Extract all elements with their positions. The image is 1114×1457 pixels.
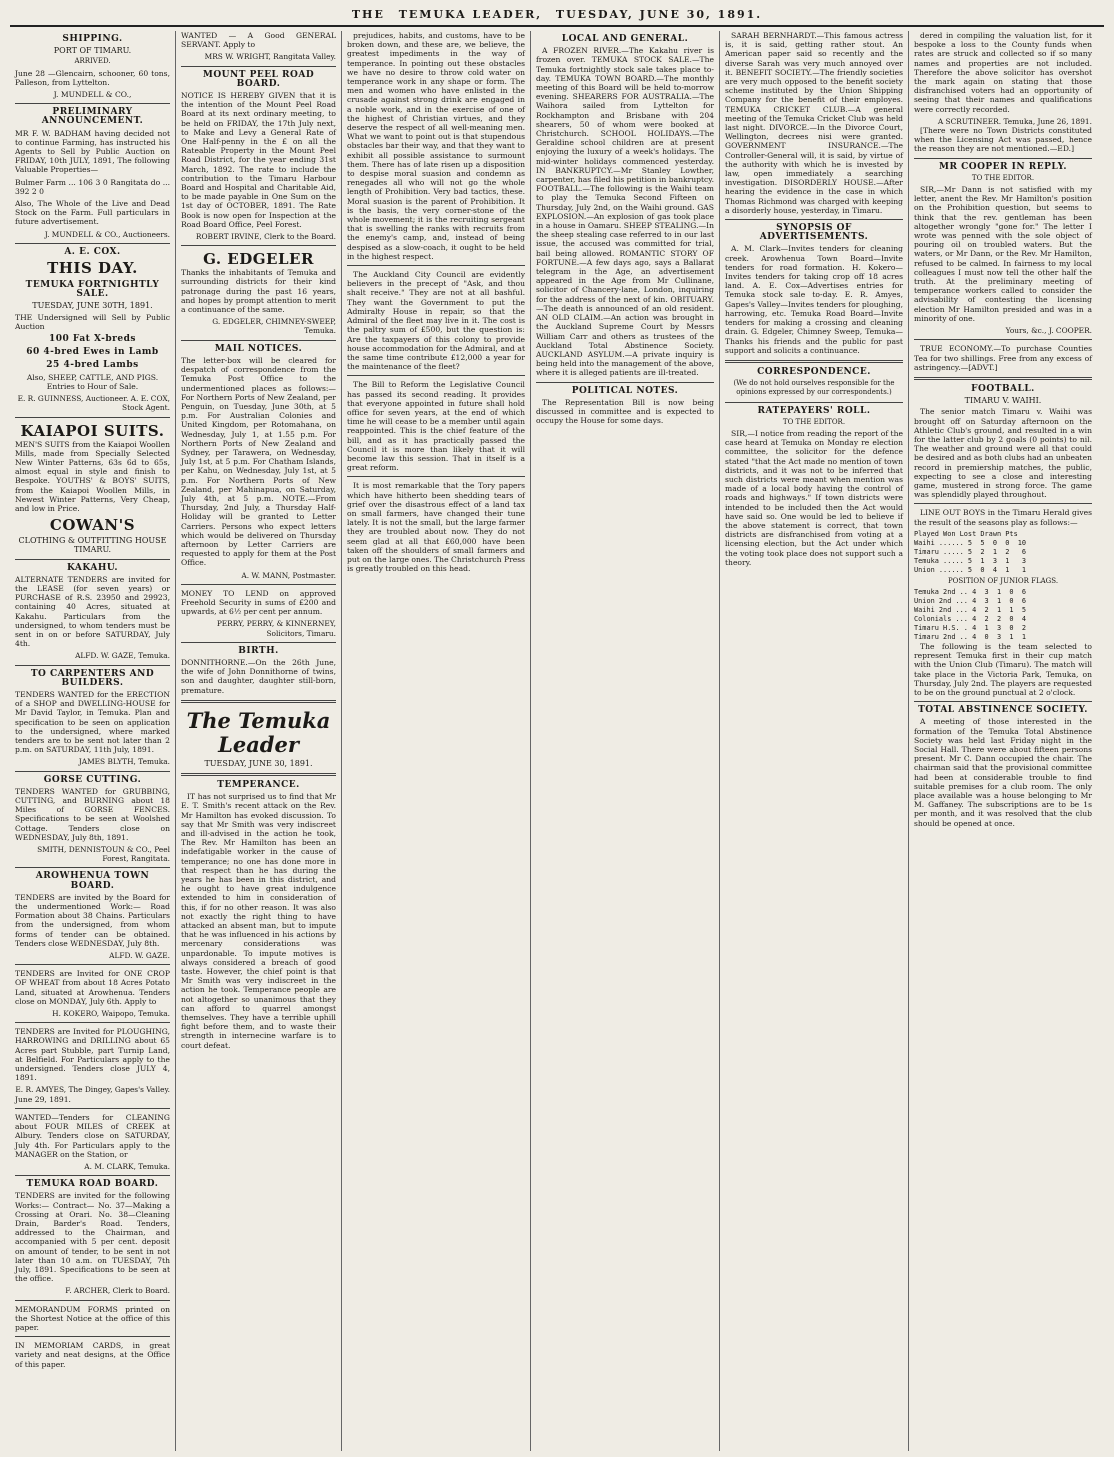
arrived-text: June 28 —Glencairn, schooner, 60 tons, Palleson, from Lyttelton. — [15, 68, 170, 87]
birth-heading: BIRTH. — [238, 645, 279, 656]
mail-sign: A. W. MANN, Postmaster. — [241, 570, 336, 580]
football-text: The senior match Timaru v. Waihi was brought off on Saturday afternoon on the Athletic Club's ground, and resulted in a win for the latter club by 2 goals (0 points) to nil. The weather and ground were all that could be desired and as both clubs had an unbeaten record in premiership matches, the public, expecting to see a close and interesting game, mustered in strong force. The game was splendidly played throughout. — [914, 407, 1092, 500]
masthead-the: THE — [351, 8, 385, 21]
temuka-road-board-sign: F. ARCHER, Clerk to Board. — [65, 1286, 170, 1296]
editor-note: [There were no Town Districts constituted when the Licensing Act was passed, hence the reason they are not mentioned.—ED.] — [914, 126, 1092, 154]
mail-text: The letter-box will be cleared for despatch of correspondence from the Temuka Post Office to the undermentioned places as follows:— For Northern Ports of New Zealand, per Penguin, on Tuesday, June 30th, at 5 p.m. For Australian Colonies and United Kingdom, per Rotomahana, on Wednesday, July 1, at 1.55 p.m. For Northern Ports of New Zealand and Sydney, per Tarawera, on Wednesday, July 1st, at 5 p.m. For Chatham Islands, per Kahu, on Wednesday, July 1st, at 5 p.m. For Northern Ports of New Zealand, per Mahinapua, on Saturday, July 4th, at 5 p.m. NOTE.—From Thursday, 2nd July, a Thursday Half-Holiday will be granted to Letter Carriers. Persons who expect letters which would be delivered on Thursday afternoon by Letter Carriers are requested to apply for them at the Post Office. — [181, 355, 336, 568]
gorse-heading: GORSE CUTTING. — [43, 774, 142, 785]
edgeler-sign: G. EDGELER, CHIMNEY-SWEEP, Temuka. — [212, 317, 336, 336]
local-general-heading: LOCAL AND GENERAL. — [561, 34, 689, 44]
line-out-text: LINE OUT BOYS in the Timaru Herald gives the result of the seasons play as follows:— — [914, 508, 1092, 527]
plough-date: June 29, 1891. — [15, 1094, 71, 1104]
cowan-sub: CLOTHING & OUTFITTING HOUSE TIMARU. — [18, 536, 167, 555]
edgeler-heading: G. EDGELER — [203, 250, 314, 269]
temperance-heading: TEMPERANCE. — [217, 780, 300, 790]
col3-text-3: The Bill to Reform the Legislative Council has passed its second reading. It provides that everyone appointed in future shall hold office for seven years, at the end of which time he will cease to be a member until again reappointed. This is the chief feature of the bill, and as it has practically passed the Council it is more than likely that it will become law this session. That in itself is a great reform. — [347, 380, 525, 473]
cowan-heading: COWAN'S — [49, 516, 136, 535]
col3-text-4: It is most remarkable that the Tory papers which have hitherto been shedding tears of grief over the disastrous effect of a land tax on small farmers, have changed their tune lately. It is not the small, but the large farmer they are troubled about now. They do not seem glad at all that £60,000 have been taken off the shoulders of small farmers and put on the large ones. The Christchurch Press is greatly troubled on this head. — [347, 481, 525, 574]
correspondence-note: (We do not hold ourselves responsible for the opinions expressed by our correspondents.) — [733, 379, 895, 397]
col3-text-2: The Auckland City Council are evidently believers in the precept of "Ask, and thou shalt receive." They are not at all bashful. They want the Government to put the Admiralty House in repair, so that the Admiral of the fleet may live in it. The cost is the paltry sum of £500, but the question is: Are the taxpayers of this colony to provide house accommodation for the Admiral, and at the same time contribute £12,000 a year for the maintenance of the fleet? — [347, 270, 525, 372]
football-heading: FOOTBALL. — [971, 383, 1035, 394]
sale-line-3: 25 4-bred Lambs — [46, 360, 139, 371]
creek-text: WANTED—Tenders for CLEANING about FOUR MILES of CREEK at Albury. Tenders close on SATURDAY, July 4th. For Particulars apply to the MANAGER on the Station, or — [15, 1112, 170, 1159]
cooper-sign: Yours, &c., J. COOPER. — [1005, 326, 1092, 336]
ratepayers-heading: RATEPAYERS' ROLL. — [757, 405, 871, 416]
kakahu-heading: KAKAHU. — [66, 562, 119, 573]
kaiapoi-text: MEN'S SUITS from the Kaiapoi Woollen Mills, made from Specially Selected New Winter Patterns, 63s 6d to 65s, almost equal in style and finish to Bespoke. YOUTHS' & BOYS' SUITS, from the Kaiapoi Woollen Mills, in Newest Winter Patterns, Very Cheap, and low in Price. — [15, 439, 170, 513]
carpenters-heading: TO CARPENTERS AND BUILDERS. — [30, 668, 155, 688]
wheat-text: TENDERS are Invited for ONE CROP OF WHEAT from about 18 Acres Potato Land, situated at Arowhenua. Tenders close on MONDAY, July 6th. Apply to — [15, 969, 170, 1006]
nameplate-date: TUESDAY, JUNE 30, 1891. — [204, 758, 313, 768]
local-general-text: A FROZEN RIVER.—The Kakahu river is frozen over. TEMUKA STOCK SALE.—The Temuka fortnightly stock sale takes place to-day. TEMUKA TOWN BOARD.—The monthly meeting of this Board will be held to-morrow evening. SHEARERS FOR AUSTRALIA.—The Waihora sailed from Lyttelton for Rockhampton and Brisbane with 204 shearers, 50 of whom were booked at Christchurch. SCHOOL HOLIDAYS.—The Geraldine school children are at present enjoying the luxury of a week's holidays. The mid-winter holidays commenced yesterday. IN BANKRUPTCY.—Mr Stanley Lowther, carpenter, has filed his petition in bankruptcy. FOOTBALL.—The following is the Waihi team to play the Temuka Second Fifteen on Thursday, July 2nd, on the Waihi ground. GAS EXPLOSION.—An explosion of gas took place in a house in Oamaru. SHEEP STEALING.—In the sheep stealing case referred to in our last issue, the accused was committed for trial, bail being allowed. ROMANTIC STORY OF FORTUNE.—A few days ago, says a Ballarat telegram in the Age, an advertisement appeared in the Age from Mr Cullinane, solicitor of Chancery-lane, London, inquiring for the address of the next of kin. OBITUARY.—The death is announced of an old resident. AN OLD CLAIM.—An action was brought in the Auckland Supreme Court by Messrs William Carr and others as trustees of the Auckland Total Abstinence Society. AUCKLAND ASYLUM.—A private inquiry is being held into the management of the above, where it is alleged patients are ill-treated. — [536, 46, 714, 378]
sale-line-2: 60 4-bred Ewes in Lamb — [26, 347, 159, 358]
synopsis-text: A. M. Clark—Invites tenders for cleaning creek. Arowhenua Town Board—Invite tenders for road formation. H. Kokero—Invites tenders for taking crop off 18 acres land. A. E. Cox—Advertises entries for Temuka stock sale to-day. E. R. Amyes, Gapes's Valley—Invites tenders for ploughing, harrowing, etc. Temuka Road Board—Invite tenders for making a crossing and cleaning drain. G. Edgeler, Chimney Sweep, Temuka—Thanks his friends and the public for past support and solicits a continuance. — [725, 244, 903, 355]
shipping-heading: SHIPPING. — [62, 34, 123, 44]
plough-text: TENDERS are Invited for PLOUGHING, HARROWING and DRILLING about 65 Acres part Stubble, part Turnip Land, at Belfield. For Particulars apply to the undersigned. Tenders close JULY 4, 1891. — [15, 1027, 170, 1083]
farms-list: Bulmer Farm ... 106 3 0 Rangitata do ... 392 2 0 — [15, 177, 170, 196]
table-row: Temuka 2nd .. 4 3 1 0 6 — [914, 587, 1027, 596]
temuka-road-board-heading: TEMUKA ROAD BOARD. — [26, 1179, 159, 1190]
cooper-heading: MR COOPER IN REPLY. — [939, 161, 1067, 172]
temuka-road-board-text: TENDERS are invited for the following Works:— Contract— No. 37—Making a Crossing at Orari. No. 38—Cleaning Drain, Barder's Road. Tenders, addressed to the Chairman, and accompanied with 5 per cent. deposit on amount of tender, to be sent in not later than 10 a.m. on TUESDAY, 7th July, 1891. Specifications to be seen at the office. — [15, 1191, 170, 1284]
table-row: Union 2nd ... 4 3 1 0 6 — [914, 596, 1027, 605]
fortnightly-heading: TEMUKA FORTNIGHTLY SALE. — [25, 280, 160, 300]
nameplate: The Temuka Leader — [186, 707, 331, 757]
mundell-sign: J. MUNDELL & CO., — [53, 90, 132, 100]
sale-intro: THE Undersigned will Sell by Public Auction — [15, 312, 170, 331]
table-header: Played Won Lost Drawn Pts — [914, 529, 1018, 538]
table-row: Colonials ... 4 2 2 0 4 — [914, 614, 1027, 623]
wanted-text: WANTED — A Good GENERAL SERVANT. Apply to — [181, 31, 336, 50]
thisday-heading: THIS DAY. — [47, 259, 138, 278]
memorial-text: IN MEMORIAM CARDS, in great variety and neat designs, at the Office of this paper. — [15, 1341, 170, 1369]
table-row: Union ...... 5 0 4 1 1 — [914, 565, 1027, 574]
column-3 — [342, 31, 531, 1451]
mount-peel-text: NOTICE IS HEREBY GIVEN that it is the intention of the Mount Peel Road Board at its next ordinary meeting, to be held on FRIDAY, the 17th July next, to Make and Levy a General Rate of One Half-penny in the £ on all the Rateable Property in the Mount Peel Road District, for the year ending 31st March, 1892. The rate to include the contribution to the Timaru Harbour Board and Hospital and Charitable Aid, to be made payable in One Sum on the 1st day of OCTOBER, 1891. The Rate Book is now open for Inspection at the Road Board Office, Peel Forest. — [181, 91, 336, 229]
column-2 — [176, 31, 342, 1451]
cox-heading: A. E. COX. — [64, 246, 121, 257]
edgeler-text: Thanks the inhabitants of Temuka and surrounding districts for their kind patronage during the past 16 years, and hopes by prompt attention to merit a continuance of the same. — [181, 268, 336, 315]
gorse-text: TENDERS WANTED for GRUBBING, CUTTING, and BURNING about 18 Miles of GORSE FENCES. Specifications to be seen at Woolshed Cottage. Tenders close on WEDNESDAY, July 8th, 1891. — [15, 786, 170, 842]
trade-text: TRUE ECONOMY.—To purchase Counties Tea for two shillings. Free from any excess of astringency.—[ADVT.] — [914, 344, 1092, 372]
port-heading: PORT OF TIMARU. — [53, 46, 132, 56]
table-row: Temuka ..... 5 1 3 1 3 — [914, 556, 1027, 565]
sale-line-1: 100 Fat X-breds — [49, 334, 136, 345]
gorse-sign: SMITH, DENNISTOUN & CO., Peel Forest, Rangitata. — [37, 845, 170, 864]
money-text: MONEY TO LEND on approved Freehold Security in sums of £200 and upwards, at 6½ per cent per annum. — [181, 588, 336, 617]
to-editor-1: TO THE EDITOR. — [782, 417, 846, 426]
carpenters-text: TENDERS WANTED for the ERECTION of a SHOP and DWELLING-HOUSE for Mr David Taylor, in Temuka. Plan and specification to be seen on application to the undersigned, where marked tenders are to be sent not later than 2 p.m. on SATURDAY, 11th July, 1891. — [15, 689, 170, 755]
synopsis-heading: SYNOPSIS OF ADVERTISEMENTS. — [759, 223, 869, 243]
cooper-text: SIR,—Mr Dann is not satisfied with my letter, anent the Rev. Mr Hamilton's position on the Prohibition question, but seems to think that the rev. gentleman has been altogether wrongly "gone for." The letter I wrote was penned with the sole object of pouring oil on troubled waters. But the waters, or Mr Dann, or the Rev. Mr Hamilton, refused to be calmed. In fairness to my local colleagues I must now tell the other half the truth. At the preliminary meeting of temperance workers called to consider the advisability of contesting the licensing election Mr Hamilton presided and was in a minority of one. — [914, 185, 1092, 323]
column-6 — [909, 31, 1097, 1451]
table-row: Timaru 2nd .. 4 0 3 1 1 — [914, 632, 1027, 641]
prelim-text: MR F. W. BADHAM having decided not to continue Farming, has instructed his Agents to Sell by Public Auction on FRIDAY, 10th JULY, 1891, The following Valuable Properties— — [15, 128, 170, 175]
masthead-date: TUESDAY, JUNE 30, 1891. — [555, 8, 763, 21]
total-abstinence-heading: TOTAL ABSTINENCE SOCIETY. — [918, 705, 1088, 716]
football-sub: TIMARU V. WAIHI. — [964, 396, 1042, 406]
wanted-sign: MRS W. WRIGHT, Rangitata Valley. — [204, 52, 336, 62]
prelim-heading: PRELIMINARY ANNOUNCEMENT. — [41, 107, 144, 127]
mundell-sign-2: J. MUNDELL & CO., Auctioneers. — [44, 229, 170, 239]
arowhenua-heading: AROWHENUA TOWN BOARD. — [35, 871, 150, 891]
col3-text-1: prejudices, habits, and customs, have to be broken down, and these are, we believe, the greatest impediments in the way of temperance. In pointing out these obstacles we have no desire to throw cold water on temperance work in any shape or form. The men and women who have enlisted in the crusade against strong drink are engaged in a noble work, and in the exercise of one of the highest of Christian virtues, and they deserve the respect of all well-meaning men. What we want to point out is that stupendous obstacles bar their way, and that they want to exhibit all possible assistance to surmount them. There has of late risen up a disposition to despise moral suasion and condemn as renegades all who will not go the whole length of Prohibition. Very bad tactics, these. Moral suasion is the parent of Prohibition. It is the basis, the very corner-stone of the whole movement; it is the recruiting sergeant that is swelling the ranks with recruits from the enemy's camp, and, instead of being despised as a slow-coach, it ought to be held in the highest respect. — [347, 31, 525, 261]
col6-text-0: dered in compiling the valuation list, for it bespoke a loss to the County funds when rates are struck and collected so if so many names and properties are not included. Therefore the above solicitor has overshot the mark again on stating that those disfranchised voters had an opportunity of seeing that their names and qualifications were correctly recorded. — [914, 31, 1092, 114]
to-editor-2: TO THE EDITOR. — [971, 173, 1035, 182]
correspondence-heading: CORRESPONDENCE. — [757, 366, 871, 377]
table-row: Timaru H.S. . 4 1 3 0 2 — [914, 623, 1027, 632]
creek-sign: A. M. CLARK, Temuka. — [84, 1161, 170, 1171]
masthead — [10, 8, 1104, 27]
mount-peel-sign: ROBERT IRVINE, Clerk to the Board. — [195, 232, 336, 242]
sale-sign: E. R. GUINNESS, Auctioneer. A. E. COX, Stock Agent. — [17, 394, 170, 413]
money-sign: PERRY, PERRY, & KINNERNEY, Solicitors, Timaru. — [216, 619, 336, 638]
sale-also: Also, SHEEP, CATTLE, AND PIGS. Entries to Hour of Sale. — [26, 372, 159, 391]
junior-heading: POSITION OF JUNIOR FLAGS. — [947, 576, 1059, 585]
plough-sign: E. R. AMYES, The Dingey, Gapes's Valley. — [15, 1085, 170, 1095]
memo-text: MEMORANDUM FORMS printed on the Shortest Notice at the office of this paper. — [15, 1304, 170, 1332]
column-1 — [10, 31, 176, 1451]
political-heading: POLITICAL NOTES. — [571, 385, 679, 396]
political-text: The Representation Bill is now being discussed in committee and is expected to occupy the House for some days. — [536, 397, 714, 426]
sale-date: TUESDAY, JUNE 30TH, 1891. — [32, 301, 153, 311]
ratepayers-letter: SIR,—I notice from reading the report of the case heard at Temuka on Monday re election committee, the solicitor for the defence stated "that the Act made no mention of town districts, and it was not to be inferred that such districts were meant when mention was made of a local body having the control of roads and highways." If town districts were intended to be included then the Act would have said so. One would be led to believe if the above statement is correct, that town districts are disfranchised from voting at a licensing election, but the Act under which the voting took place does not support such a theory. — [725, 428, 903, 567]
wheat-sign: H. KOKERO, Waipopo, Temuka. — [52, 1009, 170, 1019]
mail-heading: MAIL NOTICES. — [214, 343, 303, 354]
column-5 — [720, 31, 909, 1451]
mount-peel-heading: MOUNT PEEL ROAD BOARD. — [202, 69, 315, 89]
birth-text: DONNITHORNE.—On the 26th June, the wife of John Donnithorne of twins, son and daughter, daughter still-born, premature. — [181, 657, 336, 695]
football-text-2: The following is the team selected to represent Temuka first in their cup match with the Union Club (Timaru). The match will take place in the Victoria Park, Temuka, on Thursday, July 2nd. The players are requested to be on the ground punctual at 2 o'clock. — [914, 641, 1092, 697]
temperance-text: IT has not surprised us to find that Mr E. T. Smith's recent attack on the Rev. Mr Hamilton has evoked discussion. To say that Mr Smith was very indiscreet and ill-advised in the action he took, The Rev. Mr Hamilton has been an indefatigable worker in the cause of temperance; no one has done more in that respect than he has during the years he has been in this district, and he ought to have great indulgence extended to him in consideration of this, if for no other reason. It was also not exactly the right thing to have attacked an absent man, but to impute that he was influenced in his actions by mercenary considerations was unpardonable. To impute motives is always considered a breach of good taste. However, the chief point is that Mr Smith was very indiscreet in the action he took. Temperance people are not altogether so unanimous that they can afford to quarrel amongst themselves. They have a terrible uphill fight before them, and to waste their strength in internecine warfare is to court defeat. — [181, 792, 336, 1050]
table-row: Timaru ..... 5 2 1 2 6 — [914, 547, 1027, 556]
arowhenua-text: TENDERS are invited by the Board for the undermentioned Work:— Road Formation about 38 Chains. Particulars from the undersigned, from whom forms of tender can be obtained. Tenders close WEDNESDAY, July 8th. — [15, 892, 170, 948]
arrived-heading: ARRIVED. — [74, 57, 111, 66]
carpenters-sign: JAMES BLYTH, Temuka. — [78, 757, 170, 767]
kakahu-text: ALTERNATE TENDERS are invited for the LEASE (for seven years) or PURCHASE of R.S. 23950 and 29923, containing 40 Acres, situated at Kakahu. Particulars from the undersigned, to whom tenders must be sent in on or before SATURDAY, July 4th. — [15, 574, 170, 649]
column-4 — [531, 31, 720, 1451]
col5-text-1: SARAH BERNHARDT.—This famous actress is, it is said, getting rather stout. An American paper said so recently and the diverse Sarah was very much annoyed over it. BENEFIT SOCIETY.—The friendly societies are very much opposed to the benefit society scheme instituted by the Union Shipping Company for the benefit of their employes. TEMUKA CRICKET CLUB.—A general meeting of the Temuka Cricket Club was held last night. DIVORCE.—In the Divorce Court, Wellington, decrees nisi were granted. GOVERNMENT INSURANCE.—The Controller-General will, it is said, by virtue of the authority with which he is invested by law, open immediately a searching investigation. DISORDERLY HOUSE.—After hearing the evidence in the case in which Thomas Richmond was charged with keeping a disorderly house, yesterday, in Timaru. — [725, 31, 903, 215]
kaiapoi-heading: KAIAPOI SUITS. — [20, 421, 165, 440]
kakahu-sign: ALFD. W. GAZE, Temuka. — [75, 651, 170, 661]
table-row: Waihi 2nd ... 4 2 1 1 5 — [914, 605, 1027, 614]
masthead-title: TEMUKA LEADER, — [398, 8, 543, 21]
table-row: Waihi ...... 5 5 0 0 10 — [914, 538, 1027, 547]
arowhenua-sign: ALFD. W. GAZE. — [109, 951, 170, 961]
scrutineer-sign: A SCRUTINEER. Temuka, June 26, 1891. — [937, 116, 1092, 126]
farms-note: Also, The Whole of the Live and Dead Stock on the Farm. Full particulars in future advertisement. — [15, 199, 170, 227]
total-abstinence-text: A meeting of those interested in the formation of the Temuka Total Abstinence Society was held last Friday night in the Social Hall. There were about fifteen persons present. Mr C. Dann occupied the chair. The chairman said that the provisional committee had been at considerable trouble to find suitable premises for a club room. The only place available was a house belonging to Mr M. Gaffaney. The subscriptions are to be 1s per month, and it was resolved that the club should be opened at once. — [914, 717, 1092, 828]
